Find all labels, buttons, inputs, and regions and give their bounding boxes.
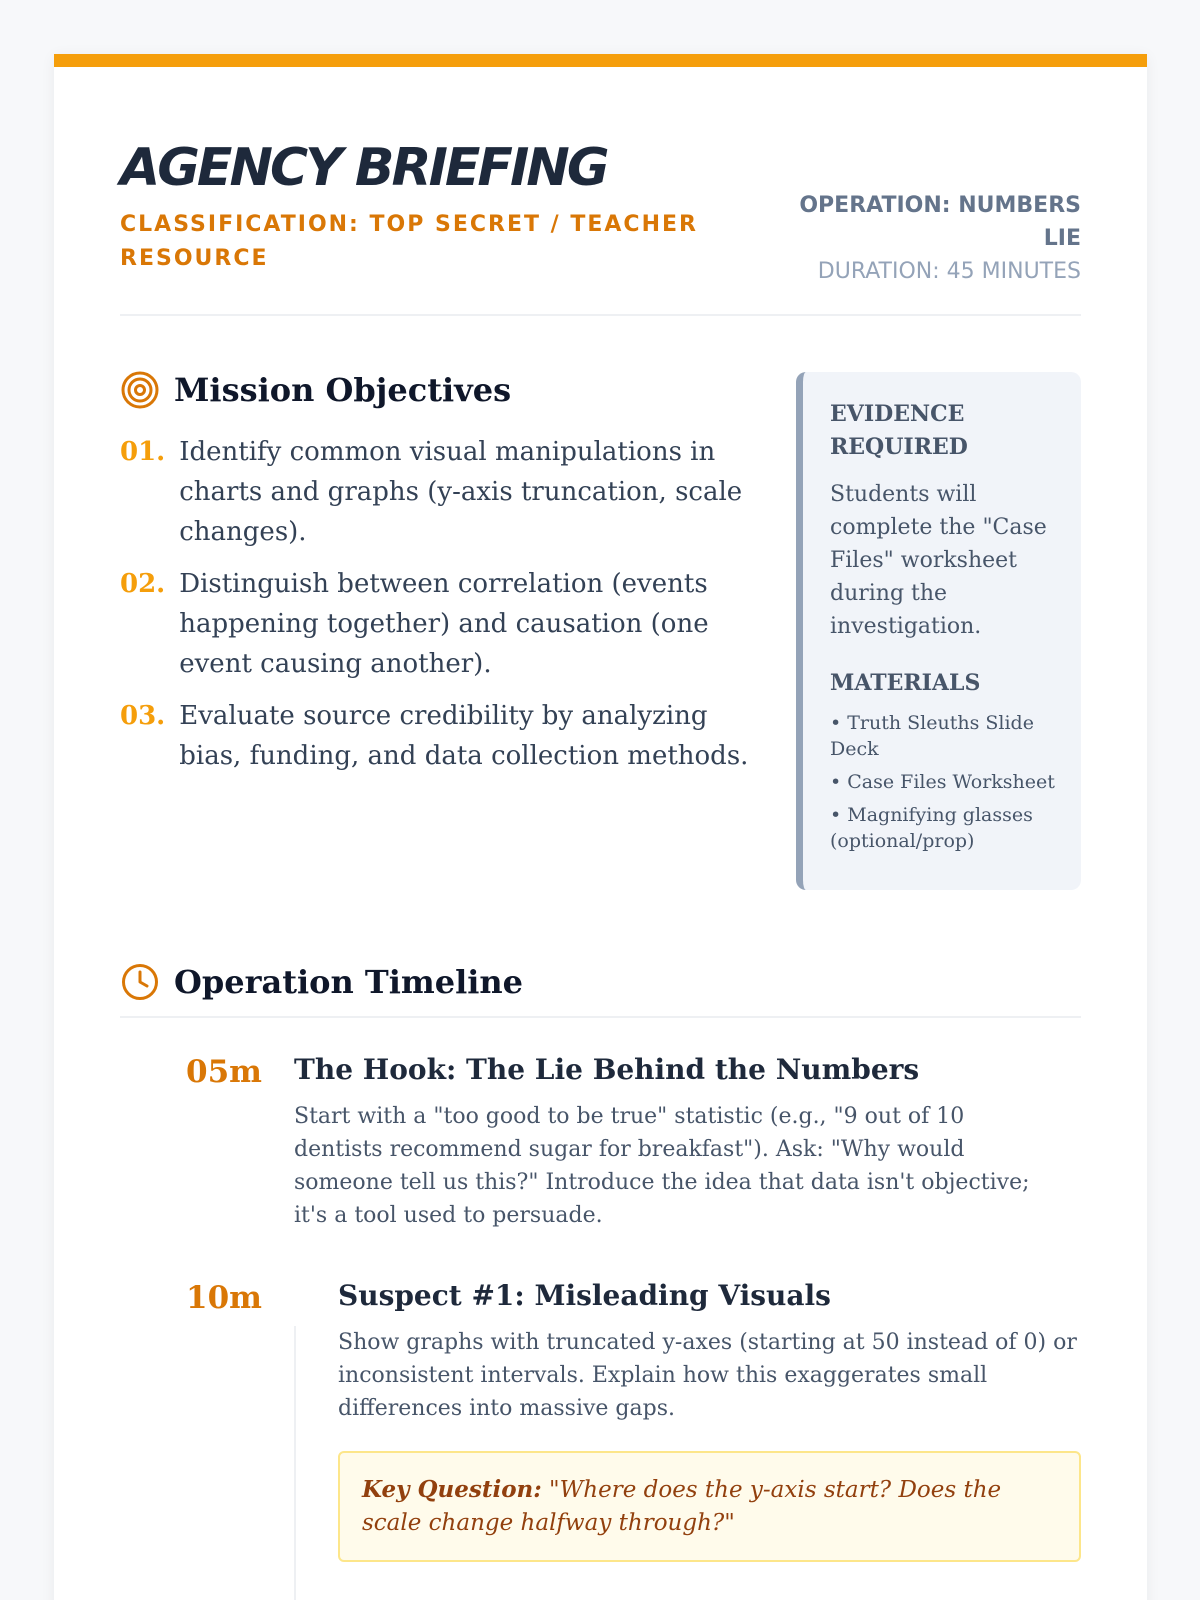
- objective-number: 02.: [120, 569, 166, 599]
- timeline-body: [338, 1278, 1081, 1562]
- operation-meta: [781, 189, 1081, 288]
- timeline-connector: [294, 1326, 296, 1600]
- key-question-label: Key Question:: [362, 1476, 542, 1503]
- material-item: • Case Files Worksheet: [830, 771, 1055, 793]
- clock-icon: [120, 962, 160, 1002]
- key-question-callout: [338, 1451, 1081, 1562]
- timeline-item-text: Show graphs with truncated y-axes (starting at 50 instead of 0) or inconsistent intervals. Explain how this exaggerates small differences into massive gaps.: [338, 1330, 1077, 1421]
- page-title: AGENCY BRIEFING: [120, 138, 607, 198]
- timeline-item-title: The Hook: The Lie Behind the Numbers: [294, 1053, 920, 1086]
- timeline-title: Operation Timeline: [174, 963, 524, 1001]
- material-item: • Truth Sleuths Slide Deck: [830, 712, 1034, 760]
- objective-text: Evaluate source credibility by analyzing bias, funding, and data collection methods.: [179, 701, 749, 771]
- accent-bar: [54, 54, 1147, 67]
- objective-number: 01.: [120, 437, 166, 467]
- duration-label: DURATION: 45 MINUTES: [817, 259, 1081, 284]
- mission-objectives: [120, 370, 750, 788]
- header: [120, 138, 1081, 284]
- objective-item: [120, 564, 750, 684]
- objective-text: Identify common visual manipulations in charts and graphs (y-axis truncation, scale changes).: [179, 437, 743, 547]
- target-icon: [120, 370, 160, 410]
- timeline-item-text: Start with a "too good to be true" statistic (e.g., "9 out of 10 dentists recommend sugar for breakfast"). Ask: "Why would someone tell us this?" Introduce the idea that data isn't objective; it's a tool used to persuade.: [294, 1104, 1030, 1228]
- objectives-list: [120, 432, 750, 776]
- evidence-title: EVIDENCE REQUIRED: [830, 401, 968, 460]
- evidence-panel: [796, 372, 1081, 890]
- timeline-divider: [120, 1016, 1081, 1018]
- header-divider: [120, 314, 1081, 316]
- timeline-time: 05m: [186, 1054, 262, 1090]
- objective-text: Distinguish between correlation (events happening together) and causation (one event causing another).: [179, 569, 709, 679]
- materials-title: MATERIALS: [830, 670, 981, 696]
- objectives-title: Mission Objectives: [174, 371, 512, 409]
- timeline-header: [120, 962, 1081, 1002]
- briefing-card: [54, 54, 1147, 1600]
- timeline-item-title: Suspect #1: Misleading Visuals: [338, 1279, 831, 1312]
- operation-timeline: [120, 962, 1081, 1536]
- operation-name: OPERATION: NUMBERS LIE: [799, 193, 1081, 251]
- evidence-text: Students will complete the "Case Files" worksheet during the investigation.: [830, 482, 1047, 639]
- material-item: • Magnifying glasses (optional/prop): [830, 804, 1033, 852]
- objective-item: [120, 432, 750, 552]
- timeline-body: [294, 1052, 1054, 1232]
- objective-item: [120, 696, 750, 776]
- classification-label: CLASSIFICATION: TOP SECRET / TEACHER RESOURCE: [120, 212, 698, 271]
- materials-list: [830, 710, 1055, 854]
- key-question-text: "Where does the y-axis start? Does the scale change halfway through?": [362, 1477, 1002, 1536]
- timeline-time: 10m: [186, 1280, 262, 1316]
- objective-number: 03.: [120, 701, 166, 731]
- objectives-header: [120, 370, 750, 410]
